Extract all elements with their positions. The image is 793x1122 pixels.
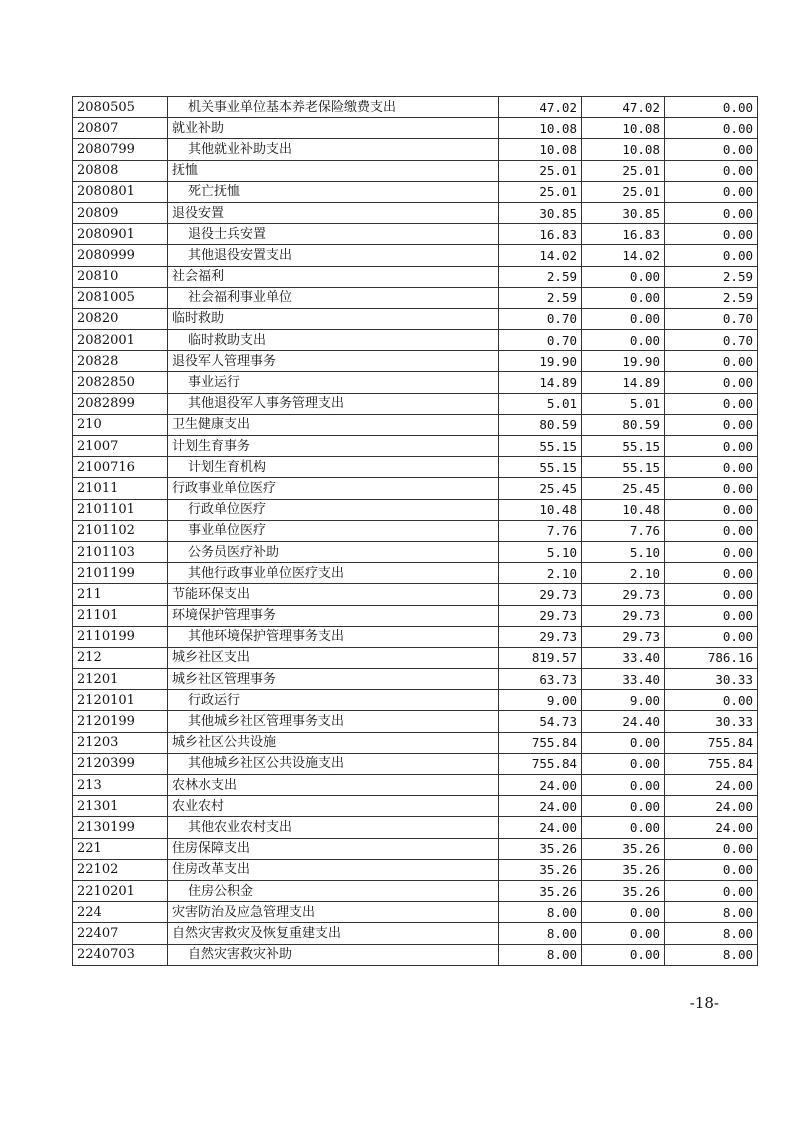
- total-amount-cell: 29.73: [499, 605, 582, 626]
- account-code-cell: 2101102: [73, 520, 168, 541]
- table-row: [73, 202, 758, 223]
- table-row: [73, 605, 758, 626]
- basic-expenditure-cell: 16.83: [582, 224, 665, 245]
- account-code-cell: 20809: [73, 202, 168, 223]
- project-expenditure-cell: 0.00: [665, 478, 758, 499]
- project-expenditure-cell: 0.00: [665, 351, 758, 372]
- project-expenditure-cell: 8.00: [665, 944, 758, 965]
- account-name: 环境保护管理事务: [172, 608, 277, 624]
- table-row: [73, 372, 758, 393]
- total-amount-cell: 8.00: [499, 902, 582, 923]
- account-name: 住房改革支出: [172, 862, 251, 878]
- table-row: [73, 711, 758, 732]
- account-name-cell: [168, 584, 499, 605]
- account-name-cell: [168, 563, 499, 584]
- project-expenditure-cell: 0.00: [665, 393, 758, 414]
- project-expenditure-cell: 30.33: [665, 711, 758, 732]
- project-expenditure-cell: 0.00: [665, 457, 758, 478]
- basic-expenditure-cell: 0.00: [582, 308, 665, 329]
- account-code-cell: 2080901: [73, 224, 168, 245]
- basic-expenditure-cell: 19.90: [582, 351, 665, 372]
- account-name: 事业运行: [188, 375, 241, 391]
- account-code-cell: 2100716: [73, 457, 168, 478]
- account-name: 其他退役安置支出: [188, 247, 293, 263]
- account-name-cell: [168, 436, 499, 457]
- project-expenditure-cell: 0.00: [665, 97, 758, 118]
- account-name-cell: [168, 690, 499, 711]
- project-expenditure-cell: 0.00: [665, 202, 758, 223]
- account-name: 社会福利事业单位: [188, 290, 293, 306]
- account-name: 退役安置: [172, 205, 225, 221]
- project-expenditure-cell: 24.00: [665, 775, 758, 796]
- basic-expenditure-cell: 10.48: [582, 499, 665, 520]
- account-name: 其他退役军人事务管理支出: [188, 396, 345, 412]
- account-code-cell: 20828: [73, 351, 168, 372]
- budget-expenditure-table: [72, 96, 758, 966]
- total-amount-cell: 30.85: [499, 202, 582, 223]
- table-row: [73, 563, 758, 584]
- basic-expenditure-cell: 0.00: [582, 775, 665, 796]
- table-row: [73, 520, 758, 541]
- basic-expenditure-cell: 0.00: [582, 902, 665, 923]
- total-amount-cell: 7.76: [499, 520, 582, 541]
- total-amount-cell: 35.26: [499, 880, 582, 901]
- account-code-cell: 20820: [73, 308, 168, 329]
- basic-expenditure-cell: 0.00: [582, 923, 665, 944]
- project-expenditure-cell: 0.00: [665, 118, 758, 139]
- basic-expenditure-cell: 5.01: [582, 393, 665, 414]
- project-expenditure-cell: 0.00: [665, 690, 758, 711]
- basic-expenditure-cell: 30.85: [582, 202, 665, 223]
- table-row: [73, 732, 758, 753]
- account-code-cell: 2080799: [73, 139, 168, 160]
- account-name: 自然灾害救灾补助: [188, 947, 293, 963]
- account-code-cell: 2101103: [73, 541, 168, 562]
- project-expenditure-cell: 755.84: [665, 732, 758, 753]
- total-amount-cell: 10.48: [499, 499, 582, 520]
- table-row: [73, 393, 758, 414]
- project-expenditure-cell: 0.00: [665, 563, 758, 584]
- total-amount-cell: 19.90: [499, 351, 582, 372]
- project-expenditure-cell: 786.16: [665, 647, 758, 668]
- table-row: [73, 224, 758, 245]
- account-name-cell: [168, 817, 499, 838]
- account-name-cell: [168, 902, 499, 923]
- total-amount-cell: 16.83: [499, 224, 582, 245]
- account-code-cell: 2120101: [73, 690, 168, 711]
- account-name: 公务员医疗补助: [188, 544, 280, 560]
- account-code-cell: 2080999: [73, 245, 168, 266]
- account-code-cell: 2130199: [73, 817, 168, 838]
- account-name: 城乡社区支出: [172, 650, 251, 666]
- account-code-cell: 2210201: [73, 880, 168, 901]
- table-row: [73, 880, 758, 901]
- basic-expenditure-cell: 25.45: [582, 478, 665, 499]
- table-row: [73, 330, 758, 351]
- basic-expenditure-cell: 5.10: [582, 541, 665, 562]
- project-expenditure-cell: 8.00: [665, 923, 758, 944]
- account-name: 其他城乡社区管理事务支出: [188, 714, 345, 730]
- table-row: [73, 97, 758, 118]
- basic-expenditure-cell: 0.00: [582, 944, 665, 965]
- project-expenditure-cell: 0.00: [665, 139, 758, 160]
- account-code-cell: 2101199: [73, 563, 168, 584]
- account-name: 农业农村: [172, 798, 225, 814]
- total-amount-cell: 55.15: [499, 436, 582, 457]
- account-code-cell: 2240703: [73, 944, 168, 965]
- account-name: 退役军人管理事务: [172, 353, 277, 369]
- account-name: 行政事业单位医疗: [172, 480, 277, 496]
- account-code-cell: 21203: [73, 732, 168, 753]
- account-name-cell: [168, 351, 499, 372]
- account-name-cell: [168, 880, 499, 901]
- account-name-cell: [168, 520, 499, 541]
- account-code-cell: 2120199: [73, 711, 168, 732]
- account-code-cell: 213: [73, 775, 168, 796]
- page-number: -18-: [689, 994, 719, 1012]
- account-code-cell: 2101101: [73, 499, 168, 520]
- account-name-cell: [168, 669, 499, 690]
- project-expenditure-cell: 8.00: [665, 902, 758, 923]
- account-name: 临时救助支出: [188, 332, 267, 348]
- account-code-cell: 224: [73, 902, 168, 923]
- table-row: [73, 690, 758, 711]
- account-code-cell: 21011: [73, 478, 168, 499]
- account-name: 社会福利: [172, 269, 225, 285]
- account-name-cell: [168, 266, 499, 287]
- account-name-cell: [168, 414, 499, 435]
- account-name: 其他就业补助支出: [188, 141, 293, 157]
- total-amount-cell: 2.10: [499, 563, 582, 584]
- account-name-cell: [168, 541, 499, 562]
- total-amount-cell: 29.73: [499, 584, 582, 605]
- basic-expenditure-cell: 10.08: [582, 139, 665, 160]
- account-name-cell: [168, 393, 499, 414]
- account-name-cell: [168, 732, 499, 753]
- total-amount-cell: 755.84: [499, 732, 582, 753]
- account-code-cell: 2082899: [73, 393, 168, 414]
- total-amount-cell: 25.01: [499, 160, 582, 181]
- account-name-cell: [168, 118, 499, 139]
- project-expenditure-cell: 24.00: [665, 817, 758, 838]
- account-name: 其他环境保护管理事务支出: [188, 629, 345, 645]
- project-expenditure-cell: 0.00: [665, 414, 758, 435]
- account-name: 城乡社区公共设施: [172, 735, 277, 751]
- total-amount-cell: 5.01: [499, 393, 582, 414]
- account-name: 城乡社区管理事务: [172, 671, 277, 687]
- table-row: [73, 160, 758, 181]
- total-amount-cell: 35.26: [499, 859, 582, 880]
- basic-expenditure-cell: 14.02: [582, 245, 665, 266]
- table-row: [73, 838, 758, 859]
- project-expenditure-cell: 755.84: [665, 753, 758, 774]
- project-expenditure-cell: 2.59: [665, 287, 758, 308]
- total-amount-cell: 755.84: [499, 753, 582, 774]
- project-expenditure-cell: 0.00: [665, 541, 758, 562]
- account-name-cell: [168, 287, 499, 308]
- basic-expenditure-cell: 2.10: [582, 563, 665, 584]
- basic-expenditure-cell: 0.00: [582, 287, 665, 308]
- basic-expenditure-cell: 33.40: [582, 669, 665, 690]
- total-amount-cell: 14.89: [499, 372, 582, 393]
- account-code-cell: 21007: [73, 436, 168, 457]
- total-amount-cell: 2.59: [499, 287, 582, 308]
- account-name: 事业单位医疗: [188, 523, 267, 539]
- account-name-cell: [168, 753, 499, 774]
- basic-expenditure-cell: 0.00: [582, 732, 665, 753]
- account-name-cell: [168, 605, 499, 626]
- account-name-cell: [168, 160, 499, 181]
- total-amount-cell: 9.00: [499, 690, 582, 711]
- total-amount-cell: 25.01: [499, 181, 582, 202]
- account-name-cell: [168, 711, 499, 732]
- account-name: 其他城乡社区公共设施支出: [188, 756, 345, 772]
- table-body: [73, 97, 758, 966]
- basic-expenditure-cell: 0.00: [582, 753, 665, 774]
- account-name-cell: [168, 923, 499, 944]
- table-row: [73, 118, 758, 139]
- account-code-cell: 2110199: [73, 626, 168, 647]
- account-name: 卫生健康支出: [172, 417, 251, 433]
- basic-expenditure-cell: 14.89: [582, 372, 665, 393]
- project-expenditure-cell: 0.00: [665, 499, 758, 520]
- account-code-cell: 2120399: [73, 753, 168, 774]
- account-name: 住房公积金: [188, 883, 254, 899]
- project-expenditure-cell: 2.59: [665, 266, 758, 287]
- table-row: [73, 414, 758, 435]
- account-code-cell: 22407: [73, 923, 168, 944]
- basic-expenditure-cell: 55.15: [582, 436, 665, 457]
- account-name: 住房保障支出: [172, 841, 251, 857]
- basic-expenditure-cell: 0.00: [582, 817, 665, 838]
- total-amount-cell: 8.00: [499, 944, 582, 965]
- total-amount-cell: 10.08: [499, 139, 582, 160]
- table-row: [73, 436, 758, 457]
- account-name-cell: [168, 181, 499, 202]
- project-expenditure-cell: 0.00: [665, 880, 758, 901]
- account-name: 机关事业单位基本养老保险缴费支出: [188, 99, 397, 115]
- project-expenditure-cell: 0.00: [665, 372, 758, 393]
- account-name: 临时救助: [172, 311, 225, 327]
- account-code-cell: 22102: [73, 859, 168, 880]
- table-row: [73, 902, 758, 923]
- account-name: 行政运行: [188, 692, 241, 708]
- table-row: [73, 753, 758, 774]
- account-name-cell: [168, 478, 499, 499]
- project-expenditure-cell: 0.70: [665, 330, 758, 351]
- basic-expenditure-cell: 33.40: [582, 647, 665, 668]
- account-name: 就业补助: [172, 120, 225, 136]
- account-name: 退役士兵安置: [188, 226, 267, 242]
- table-row: [73, 541, 758, 562]
- account-code-cell: 2081005: [73, 287, 168, 308]
- table-row: [73, 308, 758, 329]
- table-row: [73, 796, 758, 817]
- basic-expenditure-cell: 35.26: [582, 838, 665, 859]
- basic-expenditure-cell: 29.73: [582, 626, 665, 647]
- basic-expenditure-cell: 7.76: [582, 520, 665, 541]
- account-name: 节能环保支出: [172, 586, 251, 602]
- account-name-cell: [168, 139, 499, 160]
- total-amount-cell: 2.59: [499, 266, 582, 287]
- account-name-cell: [168, 245, 499, 266]
- basic-expenditure-cell: 25.01: [582, 181, 665, 202]
- table-row: [73, 351, 758, 372]
- account-name: 农林水支出: [172, 777, 238, 793]
- account-name-cell: [168, 457, 499, 478]
- account-name-cell: [168, 330, 499, 351]
- account-code-cell: 20810: [73, 266, 168, 287]
- account-code-cell: 221: [73, 838, 168, 859]
- total-amount-cell: 80.59: [499, 414, 582, 435]
- total-amount-cell: 29.73: [499, 626, 582, 647]
- account-name-cell: [168, 372, 499, 393]
- basic-expenditure-cell: 35.26: [582, 859, 665, 880]
- account-code-cell: 210: [73, 414, 168, 435]
- table-row: [73, 647, 758, 668]
- table-row: [73, 626, 758, 647]
- basic-expenditure-cell: 0.00: [582, 330, 665, 351]
- basic-expenditure-cell: 55.15: [582, 457, 665, 478]
- project-expenditure-cell: 0.00: [665, 838, 758, 859]
- basic-expenditure-cell: 29.73: [582, 584, 665, 605]
- basic-expenditure-cell: 35.26: [582, 880, 665, 901]
- account-name-cell: [168, 626, 499, 647]
- total-amount-cell: 24.00: [499, 817, 582, 838]
- account-name: 行政单位医疗: [188, 502, 267, 518]
- table-row: [73, 499, 758, 520]
- account-name-cell: [168, 224, 499, 245]
- total-amount-cell: 819.57: [499, 647, 582, 668]
- table-row: [73, 139, 758, 160]
- table-row: [73, 584, 758, 605]
- account-code-cell: 211: [73, 584, 168, 605]
- project-expenditure-cell: 0.00: [665, 224, 758, 245]
- table-row: [73, 287, 758, 308]
- account-name: 其他农业农村支出: [188, 819, 293, 835]
- project-expenditure-cell: 0.00: [665, 584, 758, 605]
- account-name-cell: [168, 97, 499, 118]
- total-amount-cell: 14.02: [499, 245, 582, 266]
- project-expenditure-cell: 0.00: [665, 520, 758, 541]
- account-code-cell: 2082850: [73, 372, 168, 393]
- project-expenditure-cell: 0.00: [665, 160, 758, 181]
- account-name-cell: [168, 796, 499, 817]
- total-amount-cell: 5.10: [499, 541, 582, 562]
- account-name-cell: [168, 944, 499, 965]
- total-amount-cell: 54.73: [499, 711, 582, 732]
- table-row: [73, 944, 758, 965]
- table-row: [73, 266, 758, 287]
- table-row: [73, 457, 758, 478]
- account-name: 其他行政事业单位医疗支出: [188, 565, 345, 581]
- account-name-cell: [168, 838, 499, 859]
- total-amount-cell: 25.45: [499, 478, 582, 499]
- account-code-cell: 2080801: [73, 181, 168, 202]
- account-name-cell: [168, 308, 499, 329]
- account-name: 计划生育机构: [188, 459, 267, 475]
- account-code-cell: 20807: [73, 118, 168, 139]
- table-row: [73, 859, 758, 880]
- account-code-cell: 21101: [73, 605, 168, 626]
- total-amount-cell: 47.02: [499, 97, 582, 118]
- basic-expenditure-cell: 24.40: [582, 711, 665, 732]
- project-expenditure-cell: 24.00: [665, 796, 758, 817]
- account-name: 自然灾害救灾及恢复重建支出: [172, 925, 342, 941]
- account-code-cell: 21201: [73, 669, 168, 690]
- basic-expenditure-cell: 29.73: [582, 605, 665, 626]
- account-name-cell: [168, 859, 499, 880]
- table-row: [73, 775, 758, 796]
- project-expenditure-cell: 0.00: [665, 605, 758, 626]
- basic-expenditure-cell: 47.02: [582, 97, 665, 118]
- basic-expenditure-cell: 25.01: [582, 160, 665, 181]
- total-amount-cell: 24.00: [499, 796, 582, 817]
- account-name-cell: [168, 647, 499, 668]
- table-row: [73, 669, 758, 690]
- account-name: 死亡抚恤: [188, 184, 241, 200]
- account-code-cell: 212: [73, 647, 168, 668]
- table-row: [73, 181, 758, 202]
- total-amount-cell: 0.70: [499, 308, 582, 329]
- account-code-cell: 2080505: [73, 97, 168, 118]
- project-expenditure-cell: 0.00: [665, 626, 758, 647]
- total-amount-cell: 35.26: [499, 838, 582, 859]
- table-row: [73, 817, 758, 838]
- basic-expenditure-cell: 0.00: [582, 796, 665, 817]
- basic-expenditure-cell: 80.59: [582, 414, 665, 435]
- basic-expenditure-cell: 0.00: [582, 266, 665, 287]
- total-amount-cell: 8.00: [499, 923, 582, 944]
- project-expenditure-cell: 30.33: [665, 669, 758, 690]
- total-amount-cell: 55.15: [499, 457, 582, 478]
- basic-expenditure-cell: 9.00: [582, 690, 665, 711]
- account-code-cell: 21301: [73, 796, 168, 817]
- project-expenditure-cell: 0.00: [665, 245, 758, 266]
- account-name: 计划生育事务: [172, 438, 251, 454]
- account-code-cell: 2082001: [73, 330, 168, 351]
- account-code-cell: 20808: [73, 160, 168, 181]
- account-name: 灾害防治及应急管理支出: [172, 904, 316, 920]
- account-name-cell: [168, 499, 499, 520]
- project-expenditure-cell: 0.70: [665, 308, 758, 329]
- total-amount-cell: 0.70: [499, 330, 582, 351]
- project-expenditure-cell: 0.00: [665, 181, 758, 202]
- table-row: [73, 923, 758, 944]
- project-expenditure-cell: 0.00: [665, 436, 758, 457]
- account-name: 抚恤: [172, 163, 199, 179]
- total-amount-cell: 10.08: [499, 118, 582, 139]
- total-amount-cell: 63.73: [499, 669, 582, 690]
- table-row: [73, 245, 758, 266]
- account-name-cell: [168, 202, 499, 223]
- total-amount-cell: 24.00: [499, 775, 582, 796]
- table-row: [73, 478, 758, 499]
- account-name-cell: [168, 775, 499, 796]
- basic-expenditure-cell: 10.08: [582, 118, 665, 139]
- project-expenditure-cell: 0.00: [665, 859, 758, 880]
